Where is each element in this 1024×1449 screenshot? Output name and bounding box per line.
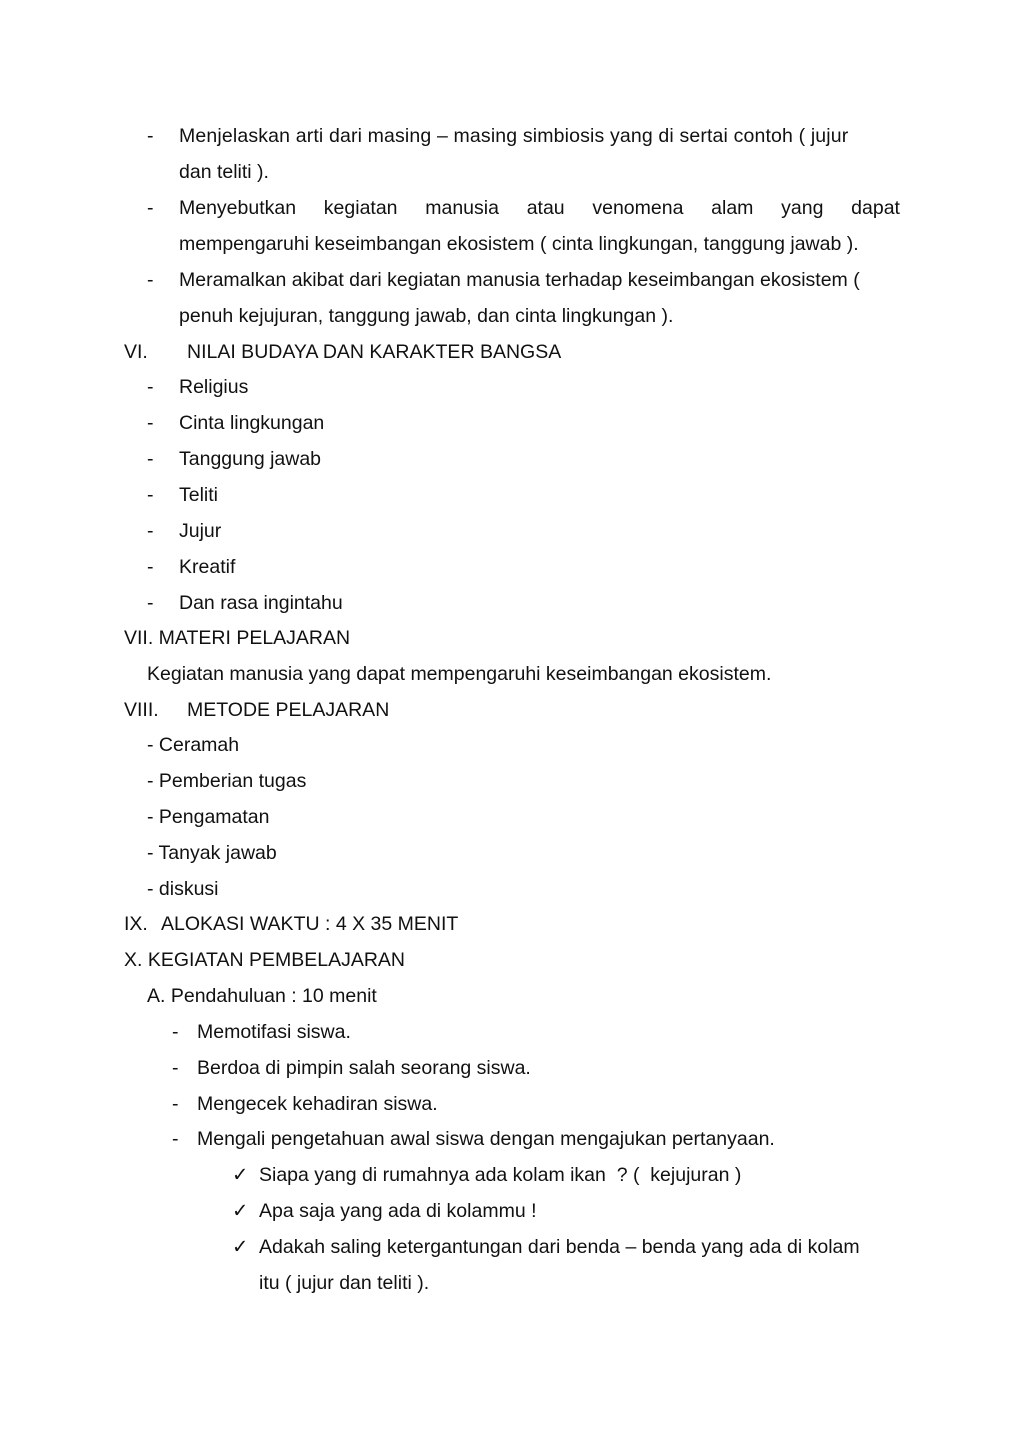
word: yang — [781, 197, 824, 219]
list-item — [0, 373, 1024, 401]
bullet-dash: - — [147, 484, 154, 506]
check-item-text: Apa saja yang ada di kolammu ! — [259, 1200, 537, 1222]
list-item-text: Kreatif — [179, 556, 236, 578]
list-item-text: Jujur — [179, 520, 222, 542]
bullet-dash: - — [147, 520, 154, 542]
list-item — [0, 481, 1024, 509]
list-item — [0, 445, 1024, 473]
bullet-dash: - — [172, 1057, 179, 1079]
bullet-dash: - — [147, 412, 154, 434]
list-item-text: Berdoa di pimpin salah seorang siswa. — [197, 1057, 531, 1079]
list-item-text: Cinta lingkungan — [179, 412, 325, 434]
bullet-dash: - — [147, 556, 154, 578]
list-item: - Pemberian tugas — [147, 770, 307, 792]
word: Menyebutkan — [179, 197, 297, 219]
list-item-text: Religius — [179, 376, 249, 398]
section-title: NILAI BUDAYA DAN KARAKTER BANGSA — [187, 341, 562, 363]
checkmark-icon: ✓ — [232, 1200, 249, 1222]
word: alam — [711, 197, 754, 219]
list-item-text: Meramalkan akibat dari kegiatan manusia terhadap keseimbangan ekosistem ( — [179, 269, 860, 291]
list-item-text: mempengaruhi keseimbangan ekosistem ( cinta lingkungan, tanggung jawab ). — [179, 233, 859, 255]
section-title: ALOKASI WAKTU : 4 X 35 MENIT — [161, 913, 459, 935]
section-heading-x: X. KEGIATAN PEMBELAJARAN — [124, 949, 406, 971]
list-item-text-justified — [179, 194, 900, 222]
word: venomena — [592, 197, 684, 219]
bullet-dash: - — [172, 1021, 179, 1043]
word: manusia — [425, 197, 499, 219]
list-item: - Ceramah — [147, 734, 240, 756]
list-item — [0, 409, 1024, 437]
check-item — [0, 1233, 1024, 1261]
list-item-text: Mengali pengetahuan awal siswa dengan mengajukan pertanyaan. — [197, 1128, 775, 1150]
list-item: - Tanyak jawab — [147, 842, 277, 864]
list-item — [0, 266, 1024, 294]
list-item-text: Memotifasi siswa. — [197, 1021, 351, 1043]
check-item-text: itu ( jujur dan teliti ). — [259, 1272, 430, 1294]
bullet-dash: - — [172, 1128, 179, 1150]
list-item — [0, 194, 1024, 222]
list-item-text: Mengecek kehadiran siswa. — [197, 1093, 438, 1115]
word: atau — [526, 197, 565, 219]
list-item — [0, 1054, 1024, 1082]
subsection-heading: A. Pendahuluan : 10 menit — [147, 985, 377, 1007]
list-item-text: Teliti — [179, 484, 219, 506]
list-item-continuation — [0, 230, 1024, 258]
check-item — [0, 1161, 1024, 1189]
section-body-text: Kegiatan manusia yang dapat mempengaruhi keseimbangan ekosistem. — [147, 663, 772, 685]
list-item-text: penuh kejujuran, tanggung jawab, dan cinta lingkungan ). — [179, 305, 674, 327]
list-item — [0, 589, 1024, 617]
section-heading-vi — [0, 338, 1024, 366]
list-item — [0, 1090, 1024, 1118]
list-item-continuation — [0, 158, 1024, 186]
checkmark-icon: ✓ — [232, 1236, 249, 1258]
section-title: METODE PELAJARAN — [187, 699, 390, 721]
check-item-text: Adakah saling ketergantungan dari benda – benda yang ada di kolam — [259, 1236, 860, 1258]
list-item: - Pengamatan — [147, 806, 270, 828]
list-item — [0, 517, 1024, 545]
list-item — [0, 553, 1024, 581]
list-item — [0, 122, 1024, 150]
list-item-text: dan teliti ). — [179, 161, 269, 183]
list-item-text: Dan rasa ingintahu — [179, 592, 343, 614]
list-item — [0, 1018, 1024, 1046]
bullet-dash: - — [147, 125, 154, 147]
bullet-dash: - — [147, 376, 154, 398]
bullet-dash: - — [147, 448, 154, 470]
list-item-text: Tanggung jawab — [179, 448, 322, 470]
section-number: VIII. — [124, 699, 159, 721]
bullet-dash: - — [147, 197, 154, 219]
section-heading-ix — [0, 910, 1024, 938]
list-item: - diskusi — [147, 878, 219, 900]
section-number: IX. — [124, 913, 148, 935]
bullet-dash: - — [172, 1093, 179, 1115]
bullet-dash: - — [147, 592, 154, 614]
check-item — [0, 1197, 1024, 1225]
section-heading-vii: VII. MATERI PELAJARAN — [124, 627, 351, 649]
list-item — [0, 1125, 1024, 1153]
check-item-text: Siapa yang di rumahnya ada kolam ikan ? ( kejujuran ) — [259, 1164, 742, 1186]
word: kegiatan — [323, 197, 398, 219]
checkmark-icon: ✓ — [232, 1164, 249, 1186]
list-item-text: Menjelaskan arti dari masing – masing simbiosis yang di sertai contoh ( jujur — [179, 125, 849, 147]
list-item-continuation — [0, 302, 1024, 330]
section-heading-viii — [0, 696, 1024, 724]
section-number: VI. — [124, 341, 148, 363]
word: dapat — [851, 197, 900, 219]
bullet-dash: - — [147, 269, 154, 291]
check-item-continuation — [0, 1269, 1024, 1297]
